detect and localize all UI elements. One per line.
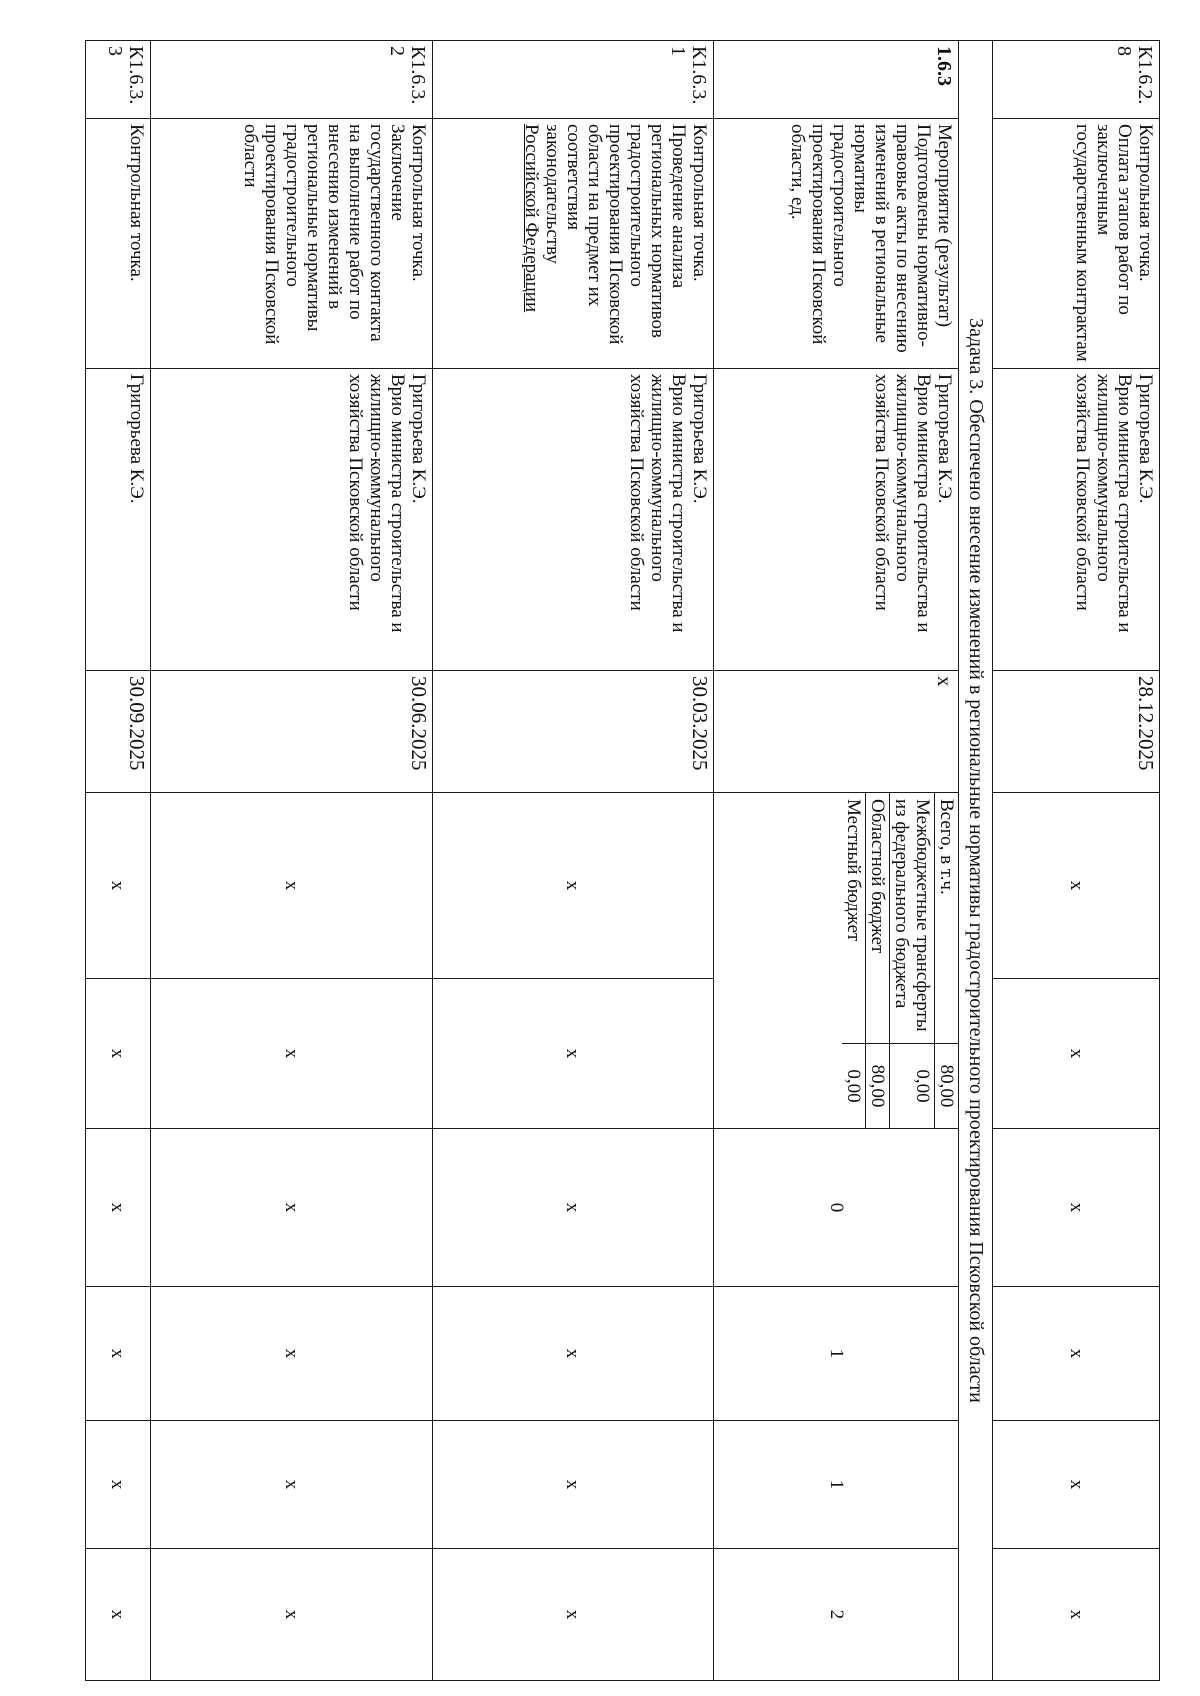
row-value: 2 [714,1549,959,1681]
row-x: х [150,1287,432,1421]
row-name-text: Контрольная точка. Проведение анализа региональных нормативов градостроительного проектирования Псковской области на предмет их соответствия законодательству [542,124,711,345]
row-x: х [432,1549,714,1681]
row-x: х [86,1549,151,1681]
table-row [432,41,714,1681]
row-name: Контрольная точка. Оплата этапов работ по заключенным государственным контрактам [993,119,1160,369]
row-id: 1.6.3 [714,41,959,119]
funding-label: Местный бюджет [843,799,865,942]
table-row [86,41,151,1681]
row-responsible: Григорьева К.Э. Врио министра строительства и жилищно-коммунального хозяйства Псковской области [150,369,432,671]
row-x: х [150,793,432,979]
row-name: Контрольная точка. [86,119,151,369]
row-x: х [993,1421,1160,1549]
row-date: 30.06.2025 [150,671,432,793]
table-row [714,41,959,1681]
funding-value: 80,00 [935,1043,958,1128]
row-x: х [86,1421,151,1549]
plan-table [85,40,1160,1681]
row-date: 28.12.2025 [993,671,1160,793]
row-name-text: Подготовлены нормативно-правовые акты по внесению изменений в региональные нормативы градостроительного проектирования Псковской области, ед. [787,124,935,353]
funding-label: Областной бюджет [867,799,889,954]
funding-row [889,793,934,1128]
row-x: х [86,979,151,1129]
row-x: х [432,1129,714,1287]
row-x: х [993,979,1160,1129]
row-x: х [86,1287,151,1421]
row-x: х [993,793,1160,979]
task-header-row [959,41,993,1681]
funding-label: Межбюджетные трансферты из федерального бюджета [891,799,934,1032]
row-responsible: Григорьева К.Э. [86,369,151,671]
row-responsible: Григорьева К.Э. Врио министра строительства и жилищно-коммунального хозяйства Псковской области [993,369,1160,671]
row-x: х [432,1287,714,1421]
funding-label: Всего, в т.ч. [936,799,958,895]
funding-sources [714,793,959,1129]
row-x: х [150,979,432,1129]
row-x: х [150,1421,432,1549]
funding-value: 0,00 [842,1043,865,1128]
row-x: х [432,793,714,979]
row-x: х [150,1549,432,1681]
row-name [714,119,959,369]
row-name-head: Мероприятие (результат) [934,124,956,328]
row-x: х [432,1421,714,1549]
row-id: К1.6.2.8 [993,41,1160,119]
row-x: х [150,1129,432,1287]
row-x: х [432,979,714,1129]
row-x: х [993,1287,1160,1421]
row-id: К1.6.3.1 [432,41,714,119]
row-value: 0 [714,1129,959,1287]
row-date: 30.09.2025 [86,671,151,793]
funding-value: 0,00 [890,1043,934,1128]
row-value: 1 [714,1421,959,1549]
row-date: 30.03.2025 [432,671,714,793]
row-id: К1.6.3.3 [86,41,151,119]
row-id: К1.6.3.2 [150,41,432,119]
row-x: х [993,1129,1160,1287]
row-responsible: Григорьева К.Э. Врио министра строительства и жилищно-коммунального хозяйства Псковской области [714,369,959,671]
funding-value: 80,00 [866,1043,889,1128]
row-date: х [714,671,959,793]
funding-row [934,793,958,1128]
row-x: х [86,793,151,979]
table-row [150,41,432,1681]
table-row [993,41,1160,1681]
funding-row [842,793,865,1128]
row-name: Контрольная точка. Заключение государственного контакта на выполнение работ по внесению изменений в региональные нормативы градостроительного проектирования Псковской области [150,119,432,369]
row-value: 1 [714,1287,959,1421]
row-x: х [993,1549,1160,1681]
rotated-table-wrapper [40,40,1160,1680]
row-name [432,119,714,369]
funding-row [865,793,889,1128]
row-name-underlined: Российской Федерации [521,124,543,313]
task-header: Задача 3. Обеспечено внесение изменений в региональные нормативы градостроительного проектирования Псковской области [959,41,993,1681]
row-responsible: Григорьева К.Э. Врио министра строительства и жилищно-коммунального хозяйства Псковской области [432,369,714,671]
row-x: х [86,1129,151,1287]
